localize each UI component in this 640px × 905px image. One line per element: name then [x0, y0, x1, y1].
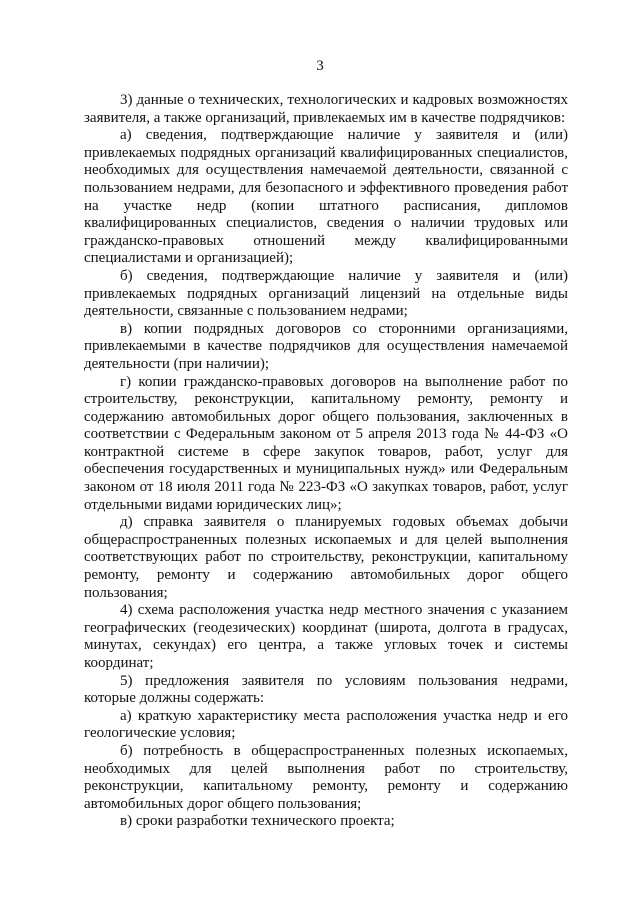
paragraph-subitem-5a: а) краткую характеристику места расположения участка недр и его геологические условия;	[84, 707, 568, 742]
paragraph-subitem-3d: д) справка заявителя о планируемых годовых объемах добычи общераспространенных полезных ископаемых и для целей выполнения соответствующих работ по строительству, реконструкции, капитальному ремонту, ремонту и содержанию автомобильных дорог общего пользования;	[84, 514, 568, 601]
document-body	[84, 92, 568, 831]
paragraph-item-5: 5) предложения заявителя по условиям пользования недрами, которые должны содержать:	[84, 672, 568, 707]
paragraph-item-3: 3) данные о технических, технологических и кадровых возможностях заявителя, а также организаций, привлекаемых им в качестве подрядчиков:	[84, 92, 568, 126]
paragraph-subitem-5v: в) сроки разработки технического проекта;	[120, 813, 395, 830]
paragraph-subitem-3b: б) сведения, подтверждающие наличие у заявителя и (или) привлекаемых подрядных организаций лицензий на отдельные виды деятельности, связанные с пользованием недрами;	[84, 267, 568, 320]
paragraph-subitem-5b: б) потребность в общераспространенных полезных ископаемых, необходимых для целей выполнения работ по строительству, реконструкции, капитальному ремонту, ремонту и содержанию автомобильных дорог общего пользования;	[84, 742, 568, 812]
page-number: 3	[316, 58, 324, 74]
paragraph-subitem-3a: а) сведения, подтверждающие наличие у заявителя и (или) привлекаемых подрядных организаций квалифицированных специалистов, необходимых для осуществления намечаемой деятельности, связанной с пользованием недрами, для безопасного и эффективного проведения работ на участке недр (копии штатного расписания, дипломов квалифицированных специалистов, сведения о наличии трудовых или гражданско-правовых отношений между квалифицированными специалистами и организацией);	[84, 127, 568, 267]
paragraph-item-4: 4) схема расположения участка недр местного значения с указанием географических (геодезических) координат (широта, долгота в градусах, минутах, секундах) его центра, а также угловых точек и системы координат;	[84, 602, 568, 671]
paragraph-subitem-3v: в) копии подрядных договоров со сторонними организациями, привлекаемыми в качестве подрядчиков для осуществления намечаемой деятельности (при наличии);	[84, 320, 568, 372]
paragraph-subitem-3g: г) копии гражданско-правовых договоров на выполнение работ по строительству, реконструкции, капитальному ремонту, ремонту и содержанию автомобильных дорог общего пользования, заключенных в соответствии с Федеральным законом от 5 апреля 2013 года № 44-ФЗ «О контрактной системе в сфере закупок товаров, работ, услуг для обеспечения государственных и муниципальных нужд» или Федеральным законом от 18 июля 2011 года № 223-ФЗ «О закупках товаров, работ, услуг отдельными видами юридических лиц»;	[84, 373, 568, 513]
